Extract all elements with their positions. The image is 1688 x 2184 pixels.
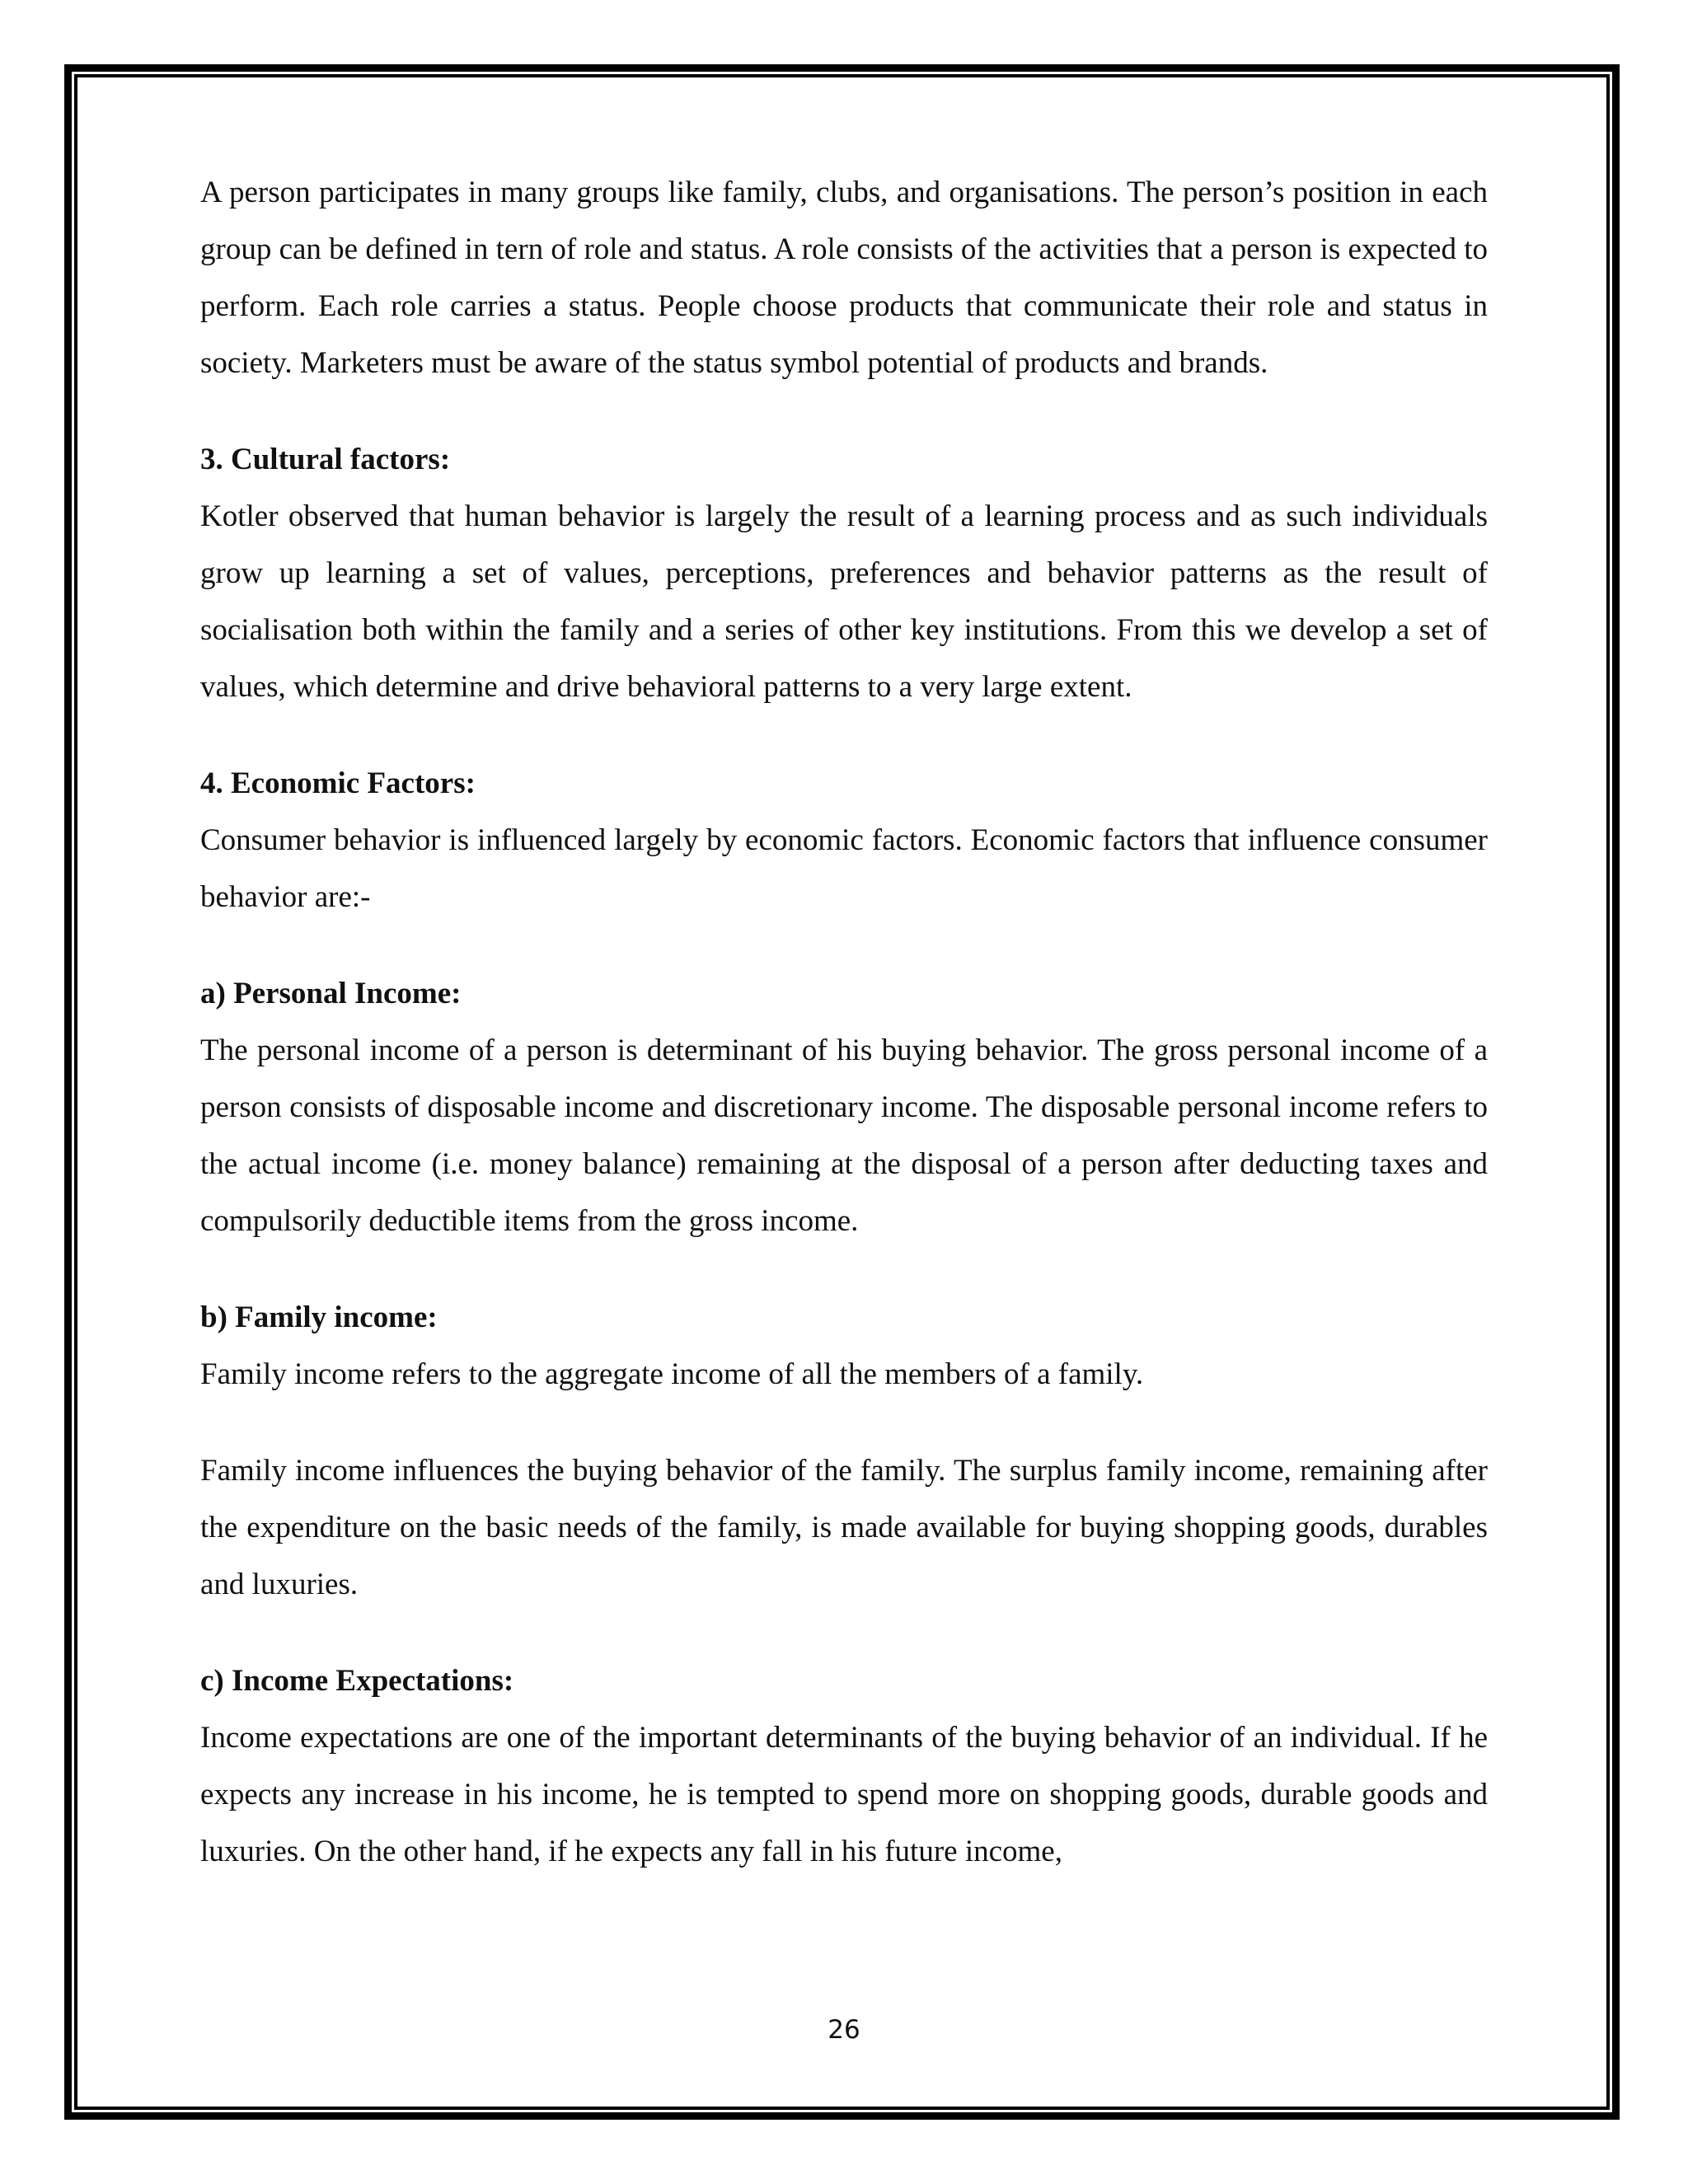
economic-factors-heading: 4. Economic Factors: (200, 766, 476, 800)
personal-income-heading: a) Personal Income: (200, 977, 462, 1010)
page-content (200, 164, 1488, 1880)
income-expectations-paragraph: Income expectations are one of the important determinants of the buying behavior of an individual. If he expects any increase in his income, he is tempted to spend more on shopping goods, durable goods and luxuries. On the other hand, if he expects any fall in his future income, (200, 1721, 1488, 1868)
page-number: 26 (828, 2015, 860, 2045)
family-income-paragraph-1: Family income refers to the aggregate income of all the members of a family. (200, 1357, 1144, 1391)
income-expectations-heading: c) Income Expectations: (200, 1664, 514, 1698)
cultural-factors-heading: 3. Cultural factors: (200, 443, 451, 476)
intro-paragraph: A person participates in many groups like family, clubs, and organisations. The person’s position in each group can be defined in tern of role and status. A role consists of the activities that a person is expected to perform. Each role carries a status. People choose products that communicate their role and status in society. Marketers must be aware of the status symbol potential of products and brands. (200, 176, 1488, 380)
family-income-heading: b) Family income: (200, 1301, 438, 1334)
economic-factors-paragraph: Consumer behavior is influenced largely by economic factors. Economic factors that influence consumer behavior are:- (200, 823, 1488, 914)
family-income-paragraph-2: Family income influences the buying behavior of the family. The surplus family income, remaining after the expenditure on the basic needs of the family, is made available for buying shopping goods, durables and luxuries. (200, 1454, 1488, 1601)
cultural-factors-paragraph: Kotler observed that human behavior is largely the result of a learning process and as such individuals grow up learning a set of values, perceptions, preferences and behavior patterns as the result of socialisation both within the family and a series of other key institutions. From this we develop a set of values, which determine and drive behavioral patterns to a very large extent. (200, 499, 1488, 704)
personal-income-paragraph: The personal income of a person is determinant of his buying behavior. The gross personal income of a person consists of disposable income and discretionary income. The disposable personal income refers to the actual income (i.e. money balance) remaining at the disposal of a person after deducting taxes and compulsorily deductible items from the gross income. (200, 1033, 1488, 1238)
